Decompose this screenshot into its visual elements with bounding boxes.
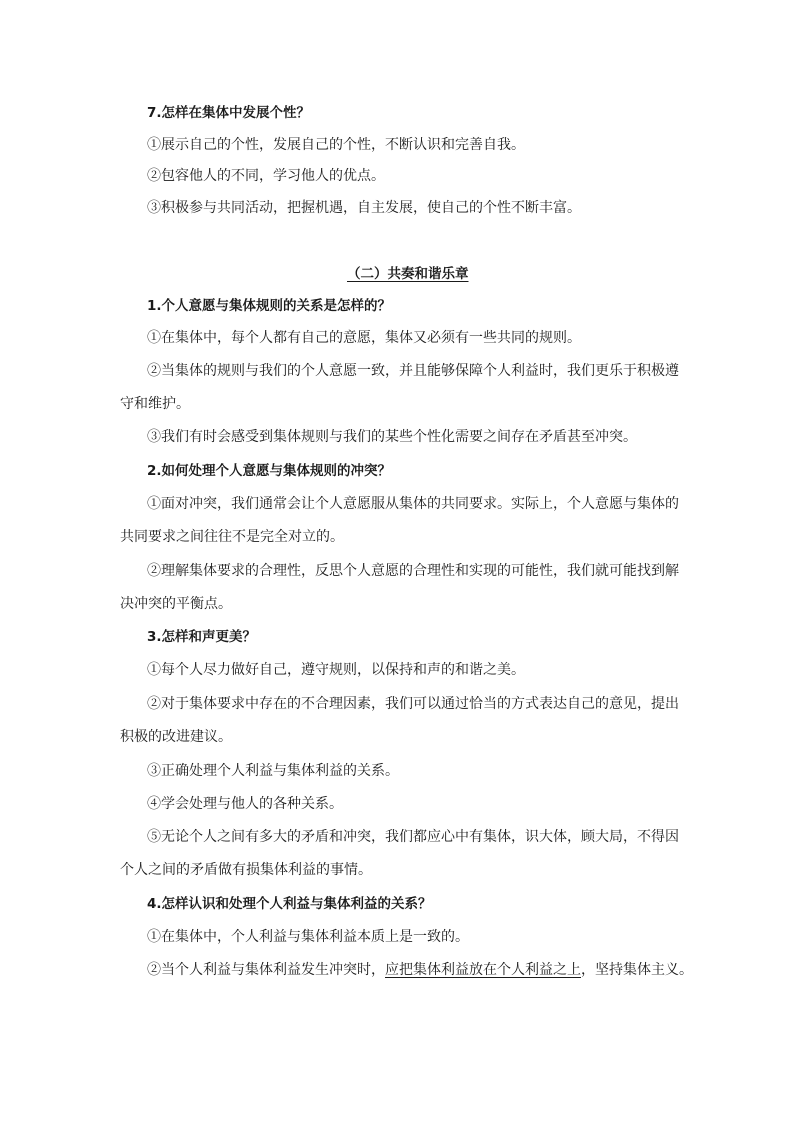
question-3-item-3: ③正确处理个人利益与集体利益的关系。: [147, 763, 399, 779]
question-7-item-1: ①展示自己的个性，发展自己的个性，不断认识和完善自我。: [147, 137, 525, 153]
question-1-item-2-line-1: ②当集体的规则与我们的个人意愿一致，并且能够保障个人利益时，我们更乐于积极遵: [147, 363, 679, 379]
question-3-item-2-line-1: ②对于集体要求中存在的不合理因素，我们可以通过恰当的方式表达自己的意见，提出: [147, 696, 679, 712]
question-2-item-1-line-2: 共同要求之间往往不是完全对立的。: [120, 529, 344, 545]
question-1-item-2-line-2: 守和维护。: [120, 396, 190, 412]
question-1-item-3: ③我们有时会感受到集体规则与我们的某些个性化需要之间存在矛盾甚至冲突。: [147, 429, 637, 445]
question-4-item-2-part-c: ，坚持集体主义。: [581, 962, 693, 978]
question-2-item-1-line-1: ①面对冲突，我们通常会让个人意愿服从集体的共同要求。实际上，个人意愿与集体的: [147, 496, 679, 512]
question-3-item-1: ①每个人尽力做好自己，遵守规则，以保持和声的和谐之美。: [147, 662, 525, 678]
question-1-title: 1.个人意愿与集体规则的关系是怎样的？: [147, 298, 392, 314]
section-title: （二）共奏和谐乐章: [347, 266, 469, 282]
question-2-title: 2.如何处理个人意愿与集体规则的冲突？: [147, 463, 392, 479]
question-7-item-2: ②包容他人的不同，学习他人的优点。: [147, 168, 385, 184]
question-3-item-5-line-2: 个人之间的矛盾做有损集体利益的事情。: [120, 862, 372, 878]
question-3-title: 3.怎样和声更美？: [147, 629, 257, 645]
question-7-item-3: ③积极参与共同活动，把握机遇，自主发展，使自己的个性不断丰富。: [147, 200, 581, 216]
question-3-item-2-line-2: 积极的改进建议。: [120, 729, 232, 745]
question-4-item-2-emphasis: 应把集体利益放在个人利益之上: [385, 962, 581, 978]
question-4-item-2-part-a: ②当个人利益与集体利益发生冲突时，: [147, 962, 385, 978]
question-4-item-1: ①在集体中，个人利益与集体利益本质上是一致的。: [147, 929, 469, 945]
question-4-title: 4.怎样认识和处理个人利益与集体利益的关系？: [147, 896, 432, 912]
question-2-item-2-line-1: ②理解集体要求的合理性，反思个人意愿的合理性和实现的可能性，我们就可能找到解: [147, 563, 679, 579]
question-2-item-2-line-2: 决冲突的平衡点。: [120, 596, 232, 612]
question-3-item-4: ④学会处理与他人的各种关系。: [147, 796, 343, 812]
question-1-item-1: ①在集体中，每个人都有自己的意愿，集体又必须有一些共同的规则。: [147, 330, 581, 346]
question-4-item-2: [147, 961, 693, 979]
question-3-item-5-line-1: ⑤无论个人之间有多大的矛盾和冲突，我们都应心中有集体，识大体，顾大局，不得因: [147, 829, 679, 845]
question-7-title: 7.怎样在集体中发展个性？: [147, 105, 311, 121]
